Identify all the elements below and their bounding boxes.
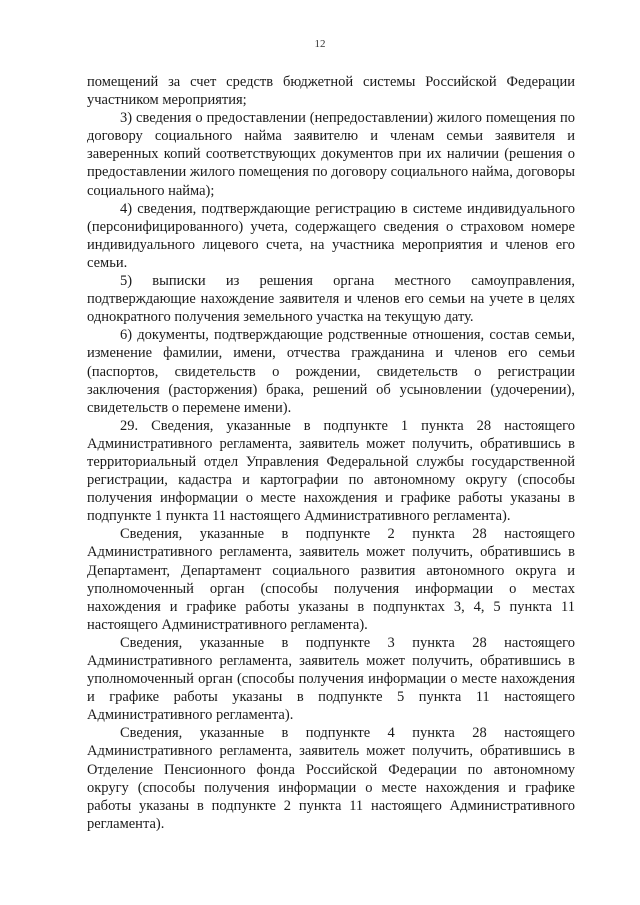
page-number: 12 xyxy=(314,38,326,50)
paragraph-clause-29: 29. Сведения, указанные в подпункте 1 пункта 28 настоящего Административного регламента, заявитель может получить, обратившись в территориальный отдел Управления Федеральной службы государственной регистрации, кадастра и картографии по автономному округу (способы получения информации о месте нахождения и графике работы указаны в подпункте 1 пункта 11 настоящего Административного регламента). xyxy=(87,417,575,525)
paragraph-info-subitem-2: Сведения, указанные в подпункте 2 пункта 28 настоящего Административного регламента, заявитель может получить, обратившись в Департамент, Департамент социального развития автономного округа и уполномоченный орган (способы получения информации о местах нахождения и графике работы указаны в подпунктах 3, 4, 5 пункта 11 настоящего Административного регламента). xyxy=(87,526,575,633)
document-body xyxy=(87,73,575,833)
paragraph-continuation: помещений за счет средств бюджетной системы Российской Федерации участником мероприятия; xyxy=(87,74,575,109)
paragraph-item-3: 3) сведения о предоставлении (непредоставлении) жилого помещения по договору социального найма заявителю и членам семьи заявителя и заверенных копий соответствующих документов при их наличии (решения о предоставлении жилого помещения по договору социального найма, договоры социального найма); xyxy=(87,110,575,199)
paragraph-info-subitem-3: Сведения, указанные в подпункте 3 пункта 28 настоящего Административного регламента, заявитель может получить, обратившись в уполномоченный орган (способы получения информации о месте нахождения и графике работы указаны в подпункте 5 пункта 11 настоящего Административного регламента). xyxy=(87,634,575,724)
paragraph-item-6: 6) документы, подтверждающие родственные отношения, состав семьи, изменение фамилии, имени, отчества гражданина и членов его семьи (паспортов, свидетельств о рождении, свидетельств о регистрации заключения (расторжения) брака, решений об усыновлении (удочерении), свидетельств о перемене имени). xyxy=(87,327,575,416)
paragraph-item-4: 4) сведения, подтверждающие регистрацию в системе индивидуального (персонифицированного) учета, содержащего сведения о страховом номере индивидуального лицевого счета, на участника мероприятия и членов его семьи. xyxy=(87,200,575,271)
paragraph-item-5: 5) выписки из решения органа местного самоуправления, подтверждающие нахождение заявителя и членов его семьи на учете в целях однократного получения земельного участка на текущую дату. xyxy=(87,273,575,326)
paragraph-info-subitem-4: Сведения, указанные в подпункте 4 пункта 28 настоящего Административного регламента, заявитель может получить, обратившись в Отделение Пенсионного фонда Российской Федерации по автономному округу (способы получения информации о месте нахождения и графике работы указаны в подпункте 2 пункта 11 настоящего Административного регламента). xyxy=(87,725,575,832)
